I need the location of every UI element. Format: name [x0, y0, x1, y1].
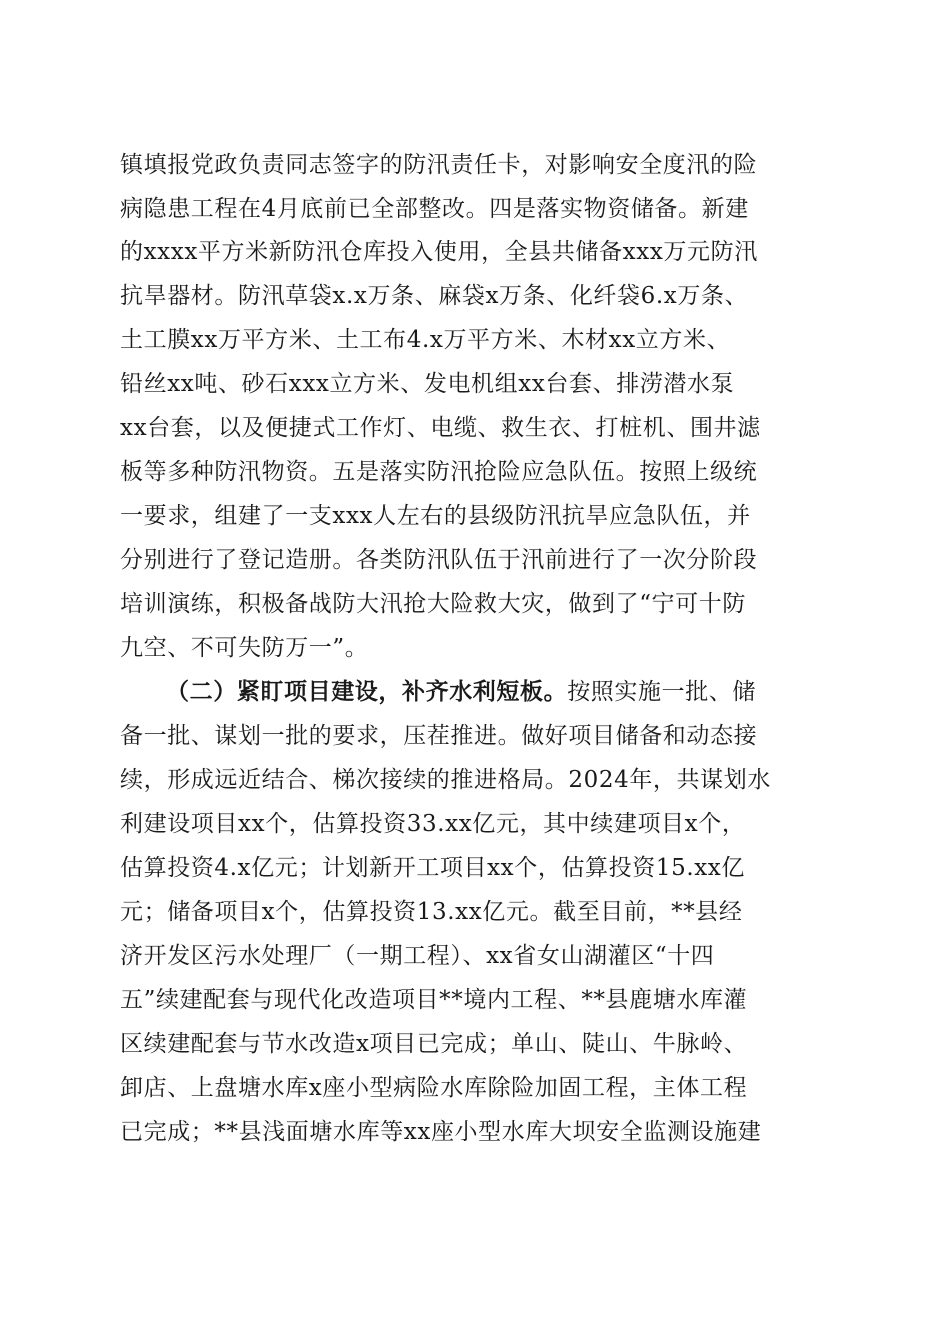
paragraph-line: 已完成；**县浅面塘水库等xx座小型水库大坝安全监测设施建	[120, 1119, 762, 1145]
paragraph-line: 土工膜xx万平方米、土工布4.x万平方米、木材xx立方米、	[120, 327, 731, 353]
section-first-line	[166, 674, 840, 710]
paragraph-line: 备一批、谋划一批的要求，压茬推进。做好项目储备和动态接	[120, 723, 758, 749]
section-first-line-text: 按照实施一批、储	[567, 679, 757, 705]
paragraph-line: 估算投资4.x亿元；计划新开工项目xx个，估算投资15.xx亿	[120, 855, 745, 881]
paragraph-line: 培训演练，积极备战防大汛抢大险救大灾，做到了“宁可十防	[120, 591, 746, 617]
paragraph-line: 板等多种防汛物资。五是落实防汛抢险应急队伍。按照上级统	[120, 459, 758, 485]
paragraph-line: xx台套，以及便捷式工作灯、电缆、救生衣、打桩机、围井滤	[120, 415, 761, 441]
paragraph-line: 续，形成远近结合、梯次接续的推进格局。2024年，共谋划水	[120, 767, 771, 793]
paragraph-line: 九空、不可失防万一”。	[120, 635, 369, 661]
section-heading: （二）紧盯项目建设，补齐水利短板。	[166, 678, 568, 705]
paragraph-line: 利建设项目xx个，估算投资33.xx亿元，其中续建项目x个，	[120, 811, 746, 837]
paragraph-line: 一要求，组建了一支xxx人左右的县级防汛抗旱应急队伍，并	[120, 503, 751, 529]
paragraph-line: 五”续建配套与现代化改造项目**境内工程、**县鹿塘水库灌	[120, 987, 748, 1013]
paragraph-line: 抗旱器材。防汛草袋x.x万条、麻袋x万条、化纤袋6.x万条、	[120, 283, 749, 309]
paragraph-line: 镇填报党政负责同志签字的防汛责任卡，对影响安全度汛的险	[120, 152, 758, 178]
paragraph-line: 卸店、上盘塘水库x座小型病险水库除险加固工程，主体工程	[120, 1075, 748, 1101]
paragraph-line: 的xxxx平方米新防汛仓库投入使用，全县共储备xxx万元防汛	[120, 239, 758, 265]
paragraph-line: 铅丝xx吨、砂石xxx立方米、发电机组xx台套、排涝潜水泵	[120, 371, 735, 397]
paragraph-line: 区续建配套与节水改造x项目已完成；单山、陡山、牛脉岭、	[120, 1031, 748, 1057]
paragraph-line: 病隐患工程在4月底前已全部整改。四是落实物资储备。新建	[120, 196, 749, 222]
paragraph-line: 分别进行了登记造册。各类防汛队伍于汛前进行了一次分阶段	[120, 547, 758, 573]
paragraph-line: 济开发区污水处理厂（一期工程）、xx省女山湖灌区“十四	[120, 943, 715, 969]
paragraph-line: 元；储备项目x个，估算投资13.xx亿元。截至目前，**县经	[120, 899, 743, 925]
